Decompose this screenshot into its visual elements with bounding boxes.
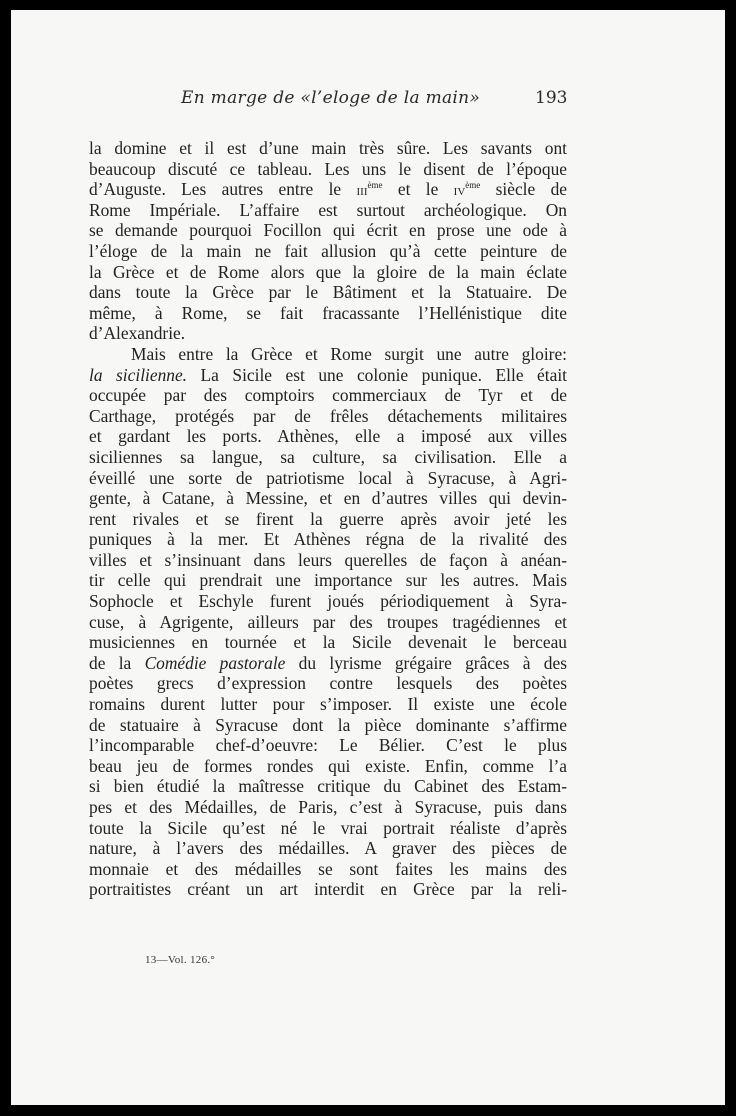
text-segment: Carthage, protégés par de frêles détachements militaires xyxy=(89,405,567,426)
text-segment: dans toute la Grèce par le Bâtiment et la Statuaire. De xyxy=(89,282,567,303)
text-segment: toute la Sicile qu’est né le vrai portrait réaliste d’après xyxy=(89,817,567,838)
text-segment: siècle de xyxy=(480,179,567,200)
text-line xyxy=(89,323,567,344)
italic-text: Comédie pastorale xyxy=(144,652,286,673)
text-line xyxy=(89,385,567,406)
text-segment: poètes grecs d’expression contre lesquels des poètes xyxy=(89,673,567,694)
text-segment: occupée par des comptoirs commerciaux de Tyr et de xyxy=(89,385,567,406)
text-line xyxy=(89,673,567,694)
text-segment: d’Auguste. Les autres entre le xyxy=(89,179,357,200)
text-line xyxy=(89,735,567,756)
text-line xyxy=(89,879,567,900)
running-head xyxy=(11,88,725,114)
text-line xyxy=(89,550,567,571)
text-line xyxy=(89,653,567,674)
text-line xyxy=(89,632,567,653)
text-segment: même, à Rome, se fait fracassante l’Hellénistique dite xyxy=(89,302,567,323)
text-line xyxy=(89,509,567,530)
text-line xyxy=(89,406,567,427)
text-line xyxy=(89,426,567,447)
superscript-text: ème xyxy=(367,180,383,191)
text-segment: pes et des Médailles, de Paris, c’est à Syracuse, puis dans xyxy=(89,797,567,817)
text-segment: Rome Impériale. L’affaire est surtout archéologique. On xyxy=(89,199,567,220)
text-segment: villes et s’insinuant dans leurs querelles de façon à anéan- xyxy=(89,549,567,570)
text-line xyxy=(89,365,567,386)
text-line xyxy=(89,612,567,633)
text-line xyxy=(89,200,567,221)
text-line xyxy=(89,447,567,468)
text-segment: la domine et il est d’une main très sûre. Les savants ont xyxy=(89,138,567,158)
page-number: 193 xyxy=(535,88,568,108)
text-segment: rent rivales et se firent la guerre après avoir jeté les xyxy=(89,508,567,529)
text-segment: se demande pourquoi Focillon qui écrit en prose une ode à xyxy=(89,220,567,241)
text-segment: puniques à la mer. Et Athènes régna de la rivalité des xyxy=(89,529,567,550)
text-segment: musiciennes en tournée et la Sicile devenait le berceau xyxy=(89,632,567,653)
text-segment: et le xyxy=(382,179,454,200)
text-line xyxy=(89,797,567,818)
text-segment: Sophocle et Eschyle furent joués périodiquement à Syra- xyxy=(89,591,567,612)
text-segment: si bien étudié la maîtresse critique du Cabinet des Estam- xyxy=(89,776,567,797)
text-line xyxy=(89,776,567,797)
text-line xyxy=(89,529,567,550)
text-segment: l’éloge de la main ne fait allusion qu’à cette peinture de xyxy=(89,240,567,261)
text-segment: et gardant les ports. Athènes, elle a imposé aux villes xyxy=(89,426,567,447)
text-segment: iii xyxy=(356,183,368,200)
text-segment: de statuaire à Syracuse dont la pièce dominante s’affirme xyxy=(89,714,567,735)
text-segment: iv xyxy=(453,183,466,200)
text-line xyxy=(89,756,567,777)
text-line xyxy=(89,159,567,180)
superscript-text: ème xyxy=(465,180,481,191)
text-segment: nature, à l’avers des médailles. A graver des pièces de xyxy=(89,838,567,859)
text-line xyxy=(89,838,567,859)
text-line xyxy=(89,818,567,839)
text-line xyxy=(89,694,567,715)
book-page xyxy=(11,10,725,1105)
text-line xyxy=(89,138,567,159)
text-segment: monnaie et des médailles se sont faites les mains des xyxy=(89,858,567,879)
text-segment: Mais entre la Grèce et Rome surgit une autre gloire: xyxy=(131,343,567,364)
text-segment: éveillé une sorte de patriotisme local à Syracuse, à Agri- xyxy=(89,467,567,488)
text-segment: romains durent lutter pour s’imposer. Il existe une école xyxy=(89,694,567,715)
body-text xyxy=(89,138,567,900)
text-line xyxy=(89,303,567,324)
text-segment: du lyrisme grégaire grâces à des xyxy=(285,652,567,673)
text-line xyxy=(89,241,567,262)
text-segment: de la xyxy=(89,652,145,673)
text-line xyxy=(89,262,567,283)
text-line xyxy=(89,591,567,612)
text-line xyxy=(89,488,567,509)
text-segment: tir celle qui prendrait une importance sur les autres. Mais xyxy=(89,570,567,591)
text-segment: cuse, à Agrigente, ailleurs par des troupes tragédiennes et xyxy=(89,611,567,632)
text-line xyxy=(89,468,567,489)
printer-signature: 13—Vol. 126.° xyxy=(145,954,216,966)
text-segment: La Sicile est une colonie punique. Elle était xyxy=(187,364,567,385)
italic-text: la sicilienne. xyxy=(89,364,188,385)
running-title: En marge de «l’eloge de la main» xyxy=(181,88,481,108)
text-segment: d’Alexandrie. xyxy=(89,323,186,344)
text-segment: l’incomparable chef-d’oeuvre: Le Bélier. C’est le plus xyxy=(89,735,567,756)
text-line xyxy=(89,282,567,303)
text-line xyxy=(89,179,567,200)
text-line xyxy=(89,715,567,736)
text-segment: siciliennes sa langue, sa culture, sa civilisation. Elle a xyxy=(89,446,567,467)
text-line xyxy=(89,220,567,241)
text-segment: beau jeu de formes rondes qui existe. Enfin, comme l’a xyxy=(89,755,567,776)
text-segment: la Grèce et de Rome alors que la gloire de la main éclate xyxy=(89,261,567,282)
text-segment: gente, à Catane, à Messine, et en d’autres villes qui devin- xyxy=(89,488,567,509)
text-line xyxy=(89,859,567,880)
text-segment: beaucoup discuté ce tableau. Les uns le disent de l’époque xyxy=(89,158,567,179)
text-segment: portraitistes créant un art interdit en Grèce par la reli- xyxy=(89,879,567,900)
text-line xyxy=(89,570,567,591)
text-line xyxy=(89,344,567,365)
